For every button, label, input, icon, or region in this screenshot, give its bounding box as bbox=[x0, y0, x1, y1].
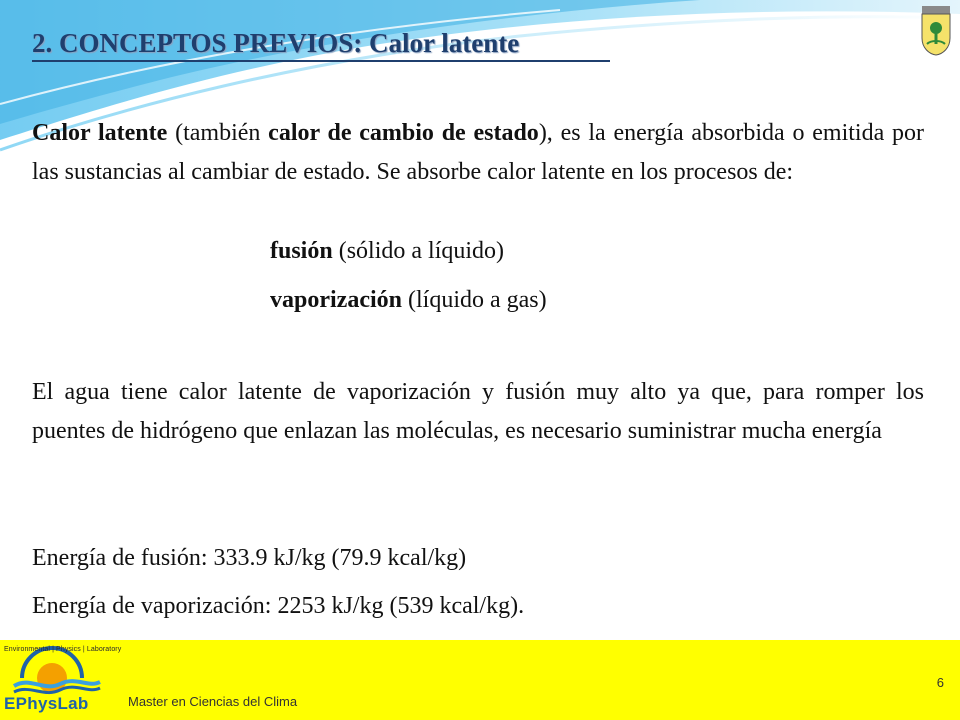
process-term: fusión bbox=[270, 238, 333, 264]
term-calor-latente: Calor latente bbox=[32, 120, 168, 146]
water-paragraph: El agua tiene calor latente de vaporización y fusión muy alto ya que, para romper los puentes de hidrógeno que enlazan las moléculas, es necesario suministrar mucha energía bbox=[32, 379, 924, 444]
page-number: 6 bbox=[936, 675, 944, 690]
slide-title: 2. CONCEPTOS PREVIOS: Calor latente bbox=[32, 28, 520, 58]
university-crest-icon bbox=[919, 4, 953, 56]
process-desc: (líquido a gas) bbox=[402, 287, 547, 313]
logo-name: EPhysLab bbox=[4, 694, 89, 713]
logo-tagline: Environmental | Physics | Laboratory bbox=[4, 646, 122, 653]
process-term: vaporización bbox=[270, 287, 402, 313]
intro-text-1: (también bbox=[167, 120, 269, 146]
process-desc: (sólido a líquido) bbox=[332, 238, 505, 264]
title-underline bbox=[32, 60, 610, 62]
energy-vaporization-line: Energía de vaporización: 2253 kJ/kg (539 kcal/kg). bbox=[32, 593, 525, 619]
intro-text-2: ), es la energía absorbida o emitida por las sustancias al cambiar de estado. Se absorbe calor latente en los procesos de: bbox=[32, 120, 925, 185]
energy-fusion-line: Energía de fusión: 333.9 kJ/kg (79.9 kcal/kg) bbox=[32, 545, 467, 571]
course-name: Master en Ciencias del Clima bbox=[128, 694, 298, 709]
term-calor-cambio-estado: calor de cambio de estado bbox=[268, 120, 539, 146]
process-item-vaporizacion bbox=[270, 287, 547, 314]
process-item-fusion bbox=[270, 238, 504, 265]
intro-paragraph bbox=[32, 114, 924, 192]
